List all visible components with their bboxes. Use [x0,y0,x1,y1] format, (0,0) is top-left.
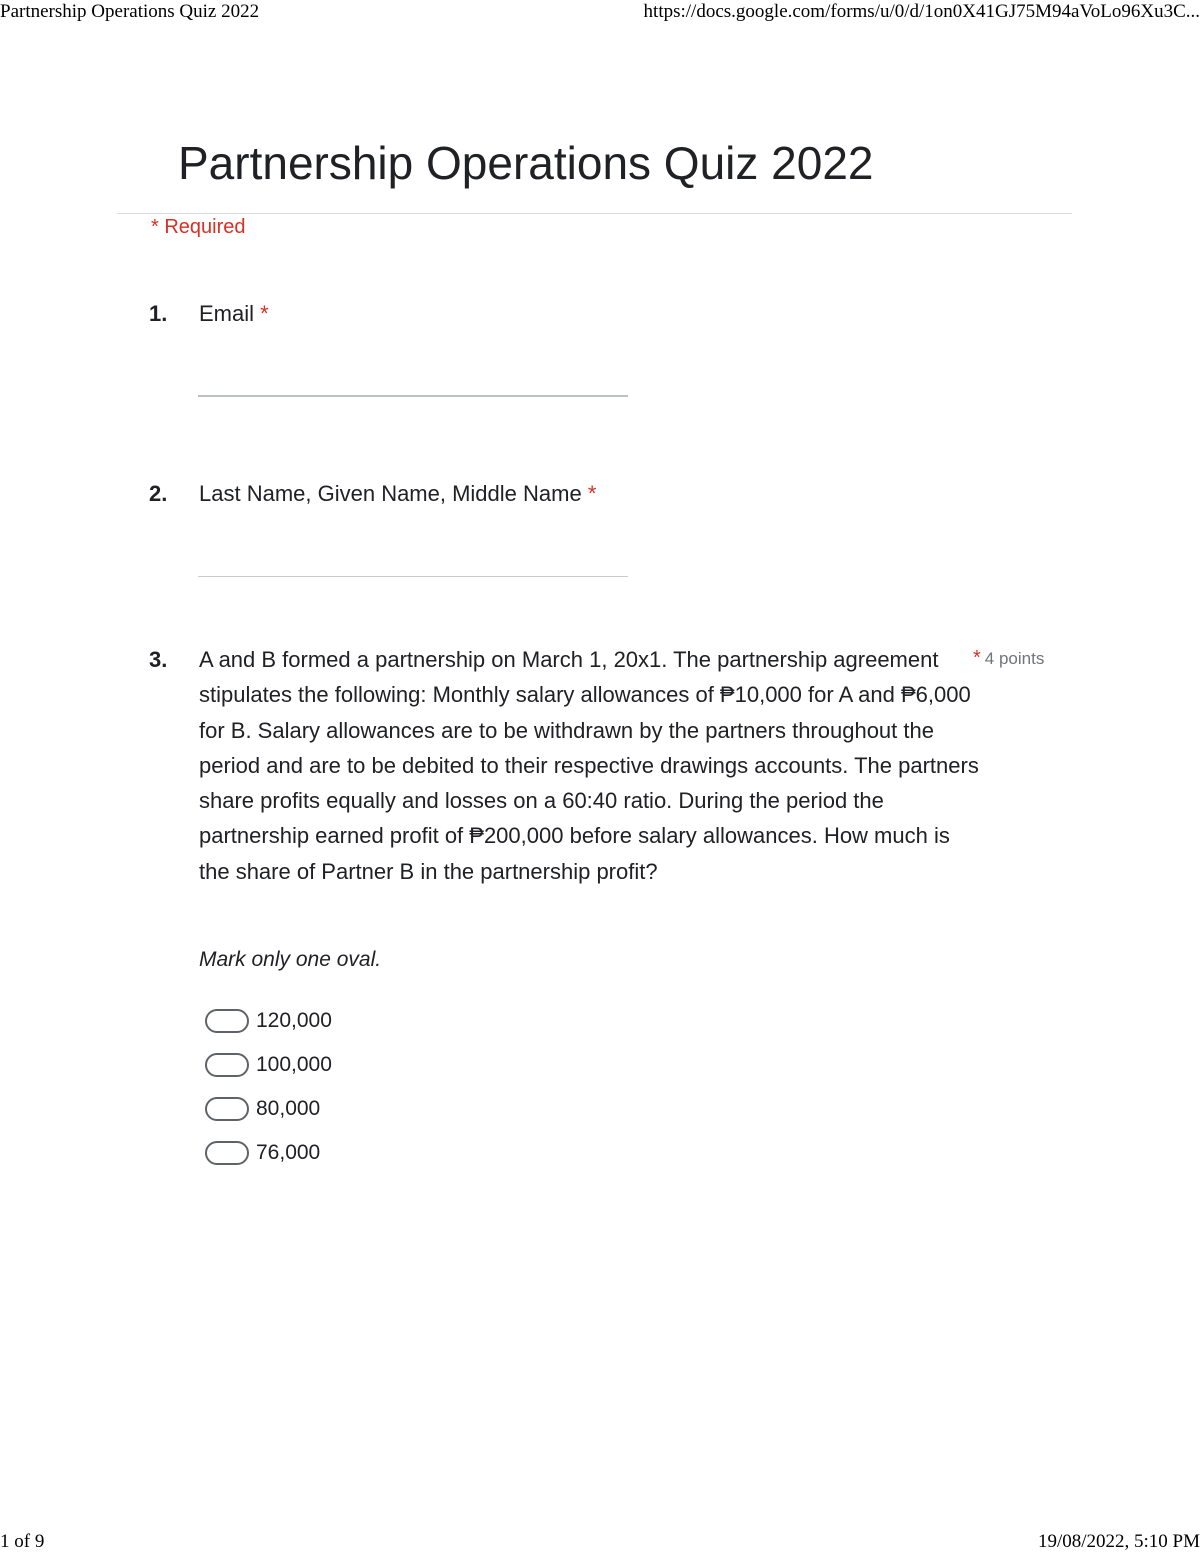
question-1-label-text: Email [199,301,255,326]
question-1-number: 1. [149,301,168,326]
email-field[interactable] [198,395,628,397]
option-label: 80,000 [256,1097,321,1120]
question-3-instruction: Mark only one oval. [199,948,382,971]
question-3-text: A and B formed a partnership on March 1, 20x1. The partnership agreement stipulates the following: Monthly salary allowances of ₱10,000 for A and ₱6,000 for B. Salary allowances are to be withdrawn by the partners throughout the period and are to be debited to their respective drawings accounts. The partners share profits equally and losses on a 60:40 ratio. During the period the partnership earned profit of ₱200,000 before salary allowances. How much is the share of Partner B in the partnership profit? [199,647,979,884]
question-3-points [973,647,1044,670]
radio-oval-icon[interactable] [205,1097,249,1121]
radio-oval-icon[interactable] [205,1141,249,1165]
required-asterisk: * [260,301,269,326]
print-header [0,1,1200,23]
option-120000[interactable] [205,1009,332,1033]
question-2-number: 2. [149,481,168,506]
question-2-label [199,481,596,507]
option-label: 76,000 [256,1141,321,1164]
option-label: 100,000 [256,1053,332,1076]
question-3-number: 3. [149,647,168,672]
required-asterisk: * [587,481,597,506]
required-note: * Required [151,216,246,238]
points-label: 4 points [984,649,1045,668]
option-80000[interactable] [205,1097,320,1121]
print-datetime: 19/08/2022, 5:10 PM [1037,1531,1200,1552]
print-footer [0,1531,1200,1553]
print-header-title: Partnership Operations Quiz 2022 [0,1,260,22]
form-title: Partnership Operations Quiz 2022 [178,137,874,189]
radio-oval-icon[interactable] [205,1053,249,1077]
required-asterisk: * [973,647,981,669]
print-header-url: https://docs.google.com/forms/u/0/d/1on0X41GJ75M94aVoLo96Xu3C... [643,1,1200,22]
title-divider [117,213,1072,214]
question-2-label-text: Last Name, Given Name, Middle Name [199,481,582,506]
option-76000[interactable] [205,1141,320,1165]
option-label: 120,000 [256,1009,332,1032]
radio-oval-icon[interactable] [205,1009,249,1033]
page-indicator: 1 of 9 [0,1531,45,1552]
question-1-label [199,301,269,327]
name-field[interactable] [198,576,628,577]
option-100000[interactable] [205,1053,332,1077]
